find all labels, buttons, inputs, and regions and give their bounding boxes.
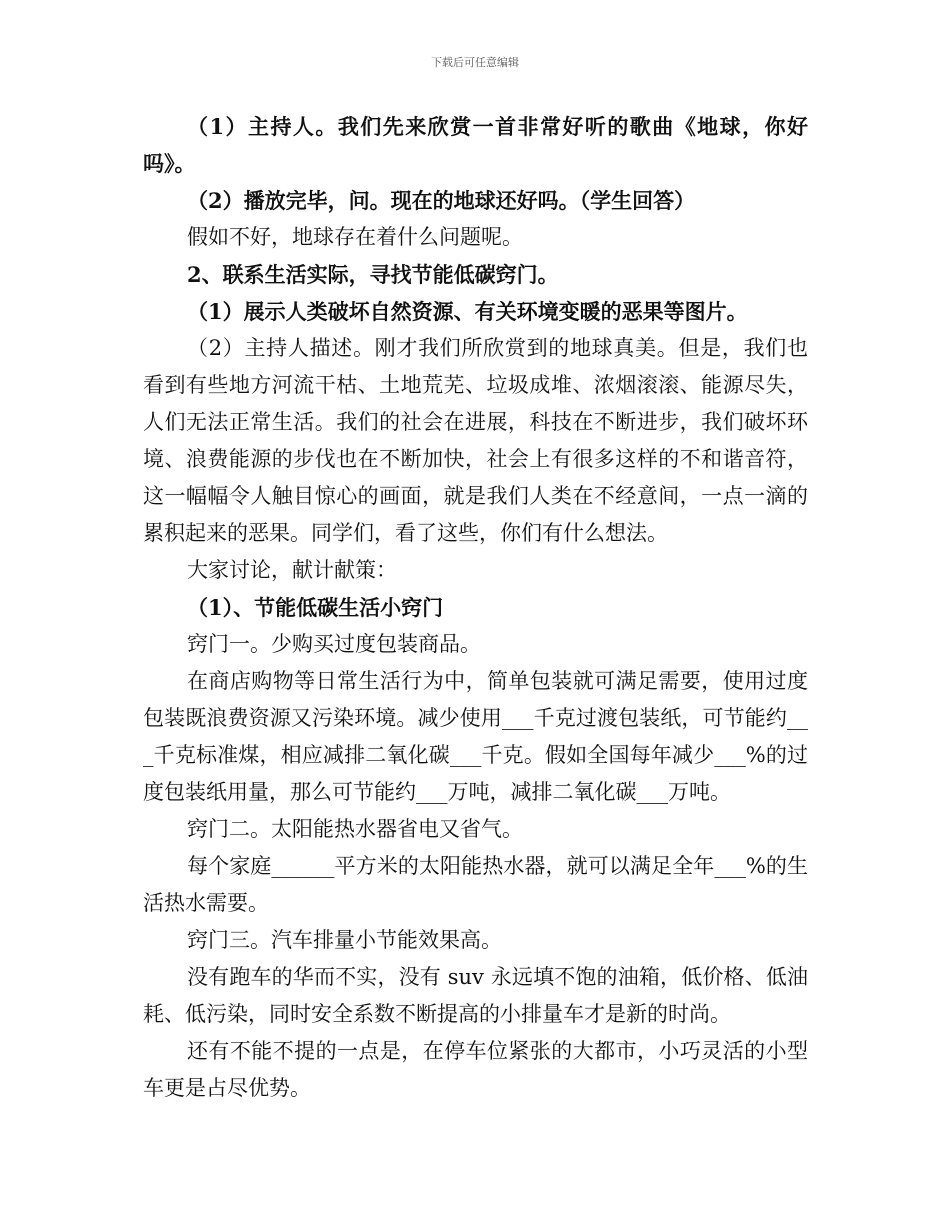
tip-three-body: 没有跑车的华而不实，没有 suv 永远填不饱的油箱，低价格、低油耗、低污染，同时安全系数不断提高的小排量车才是新的时尚。 (143, 965, 808, 1026)
paragraph-playback-question: （2）播放完毕，问。现在的地球还好吗。（学生回答） (187, 188, 696, 213)
tip-two-body: 每个家庭______平方米的太阳能热水器，就可以满足全年___%的生活热水需要。 (143, 854, 808, 915)
paragraph-discussion: 大家讨论，献计献策： (187, 558, 397, 582)
tip-one-body: 在商店购物等日常生活行为中，简单包装就可满足需要，使用过度包装既浪费资源又污染环境。减少使用___千克过渡包装纸，可节能约___千克标准煤，相应减排二氧化碳___千克。假如全国每年减少___%的过度包装纸用量，那么可节能约___万吨，减排二氧化碳___万吨。 (143, 669, 808, 804)
paragraph-show-pictures: （1）展示人类破坏自然资源、有关环境变暖的恶果等图片。 (187, 299, 748, 324)
tip-one-title: 窍门一。少购买过度包装商品。 (187, 632, 481, 656)
document-body (143, 108, 808, 1107)
subheading-low-carbon-tips: （1）、节能低碳生活小窍门 (187, 595, 444, 620)
section-heading-tips: 2、联系生活实际，寻找节能低碳窍门。 (187, 262, 559, 287)
tip-three-title: 窍门三。汽车排量小节能效果高。 (187, 928, 502, 952)
tip-three-extra: 还有不能不提的一点是，在停车位紧张的大都市，小巧灵活的小型车更是占尽优势。 (143, 1039, 808, 1100)
paragraph-host-intro: （1）主持人。我们先来欣赏一首非常好听的歌曲《地球，你好吗》。 (143, 114, 808, 176)
page-header: 下载后可任意编辑 (431, 56, 519, 69)
tip-two-title: 窍门二。太阳能热水器省电又省气。 (187, 817, 523, 841)
paragraph-host-description: （2）主持人描述。刚才我们所欣赏到的地球真美。但是，我们也看到有些地方河流干枯、土地荒芜、垃圾成堆、浓烟滚滚、能源尽失，人们无法正常生活。我们的社会在进展，科技在不断进步，我们破坏环境、浪费能源的步伐也在不断加快，社会上有很多这样的不和谐音符，这一幅幅令人触目惊心的画面，就是我们人类在不经意间，一点一滴的累积起来的恶果。同学们，看了这些，你们有什么想法。 (143, 336, 808, 545)
paragraph-earth-problem: 假如不好，地球存在着什么问题呢。 (187, 225, 523, 249)
